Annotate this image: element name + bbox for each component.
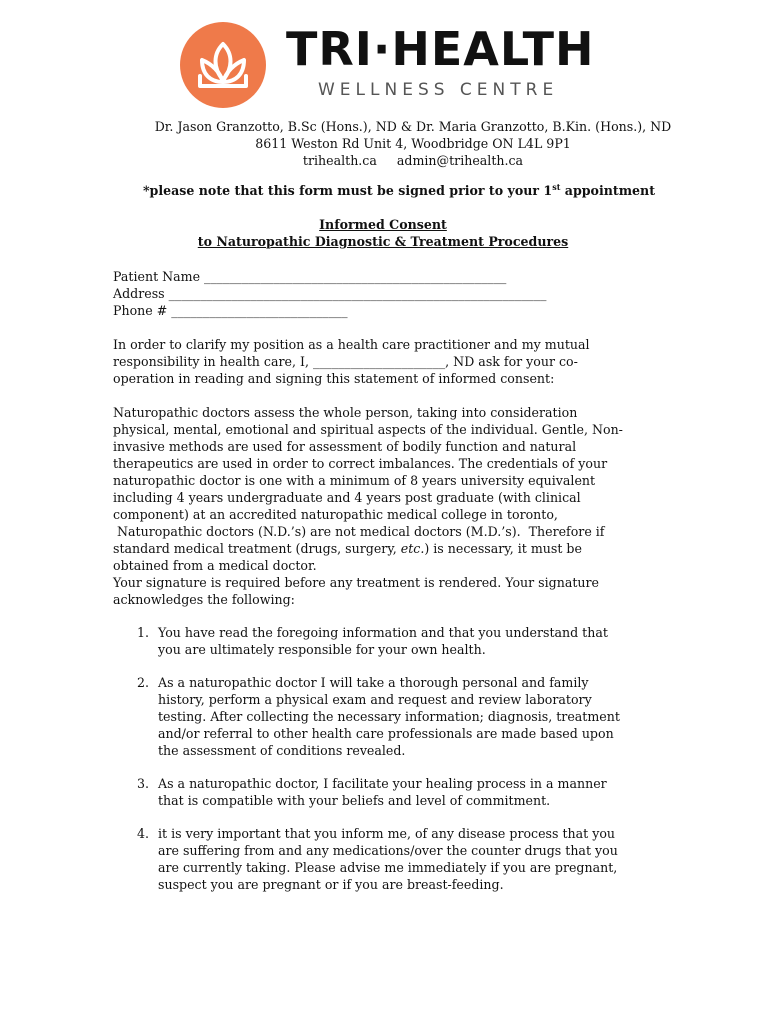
practitioner-names: Dr. Jason Granzotto, B.Sc (Hons.), ND & Dr. Maria Granzotto, B.Kin. (Hons.), ND <box>154 119 672 134</box>
form-title <box>0 216 768 250</box>
list-item <box>113 624 673 658</box>
list-item-line: As a naturopathic doctor, I facilitate your healing process in a manner <box>158 776 607 791</box>
practitioner-name-blank[interactable]: responsibility in health care, I, _____________________, ND ask for your co- <box>113 354 578 369</box>
list-item-line: You have read the foregoing information and that you understand that <box>158 625 608 640</box>
brand-subtitle: WELLNESS CENTRE <box>318 80 559 100</box>
list-item-line: and/or referral to other health care professionals are made based upon <box>158 726 614 741</box>
email-link[interactable]: admin@trihealth.ca <box>396 153 524 168</box>
list-item <box>113 825 673 893</box>
address-field[interactable]: Address ____________________________________________________________ <box>113 286 547 301</box>
patient-name-field[interactable]: Patient Name ________________________________________________ <box>113 269 507 284</box>
clinic-address: 8611 Weston Rd Unit 4, Woodbridge ON L4L 9P1 <box>255 136 571 151</box>
web-email-line <box>28 152 770 169</box>
list-item-line: testing. After collecting the necessary information; diagnosis, treatment <box>158 709 620 724</box>
list-item-line: are currently taking. Please advise me immediately if you are pregnant, <box>158 860 618 875</box>
list-item-number: 1. <box>137 625 150 640</box>
letterhead <box>0 0 770 112</box>
list-item-number: 3. <box>137 776 150 791</box>
list-item-line: history, perform a physical exam and request and review laboratory <box>158 692 592 707</box>
intro-paragraph: In order to clarify my position as a health care practitioner and my mutual responsibility in health care, I, _____________________, ND ask for your co- operation in reading and signing this statement of informed consent: <box>113 336 673 387</box>
acknowledgement-list <box>113 624 673 909</box>
list-item-line: suspect you are pregnant or if you are breast-feeding. <box>158 877 504 892</box>
list-item-number: 2. <box>137 675 150 690</box>
list-item-line: it is very important that you inform me, of any disease process that you <box>158 826 616 841</box>
patient-fields <box>113 268 546 319</box>
title-line-1: Informed Consent <box>319 217 447 232</box>
website-link[interactable]: trihealth.ca <box>302 153 377 168</box>
list-item-line: that is compatible with your beliefs and level of commitment. <box>158 793 551 808</box>
phone-field[interactable]: Phone # ____________________________ <box>113 303 348 318</box>
list-item-line: the assessment of conditions revealed. <box>158 743 406 758</box>
lotus-logo-icon <box>180 22 266 108</box>
list-item <box>113 674 673 759</box>
contact-block <box>28 118 770 169</box>
list-item <box>113 775 673 809</box>
list-item-line: As a naturopathic doctor I will take a thorough personal and family <box>158 675 589 690</box>
signature-notice: *please note that this form must be signed prior to your 1st appointment <box>142 182 656 199</box>
description-paragraph: Naturopathic doctors assess the whole person, taking into consideration physical, mental, emotional and spiritual aspects of the individual. Gentle, Non- invasive methods are used for assessment of bodily function and natural therapeutics are used in order to correct imbalances. The credentials of your naturopathic doctor is one with a minimum of 8 years university equivalent including 4 years undergraduate and 4 years post graduate (with clinical component) at an accredited naturopathic medical college in toronto, Naturopathic doctors (N.D.’s) are not medical doctors (M.D.’s). Therefore if standard medical treatment (drugs, surgery, etc.) is necessary, it must be obtained from a medical doctor. Your signature is required before any treatment is rendered. Your signature acknowledges the following: <box>113 405 623 607</box>
list-item-number: 4. <box>137 826 150 841</box>
brand-name: TRI·HEALTH <box>286 22 595 76</box>
list-item-line: are suffering from and any medications/over the counter drugs that you <box>158 843 618 858</box>
list-item-line: you are ultimately responsible for your own health. <box>158 642 486 657</box>
title-line-2: to Naturopathic Diagnostic & Treatment Procedures <box>197 234 569 249</box>
